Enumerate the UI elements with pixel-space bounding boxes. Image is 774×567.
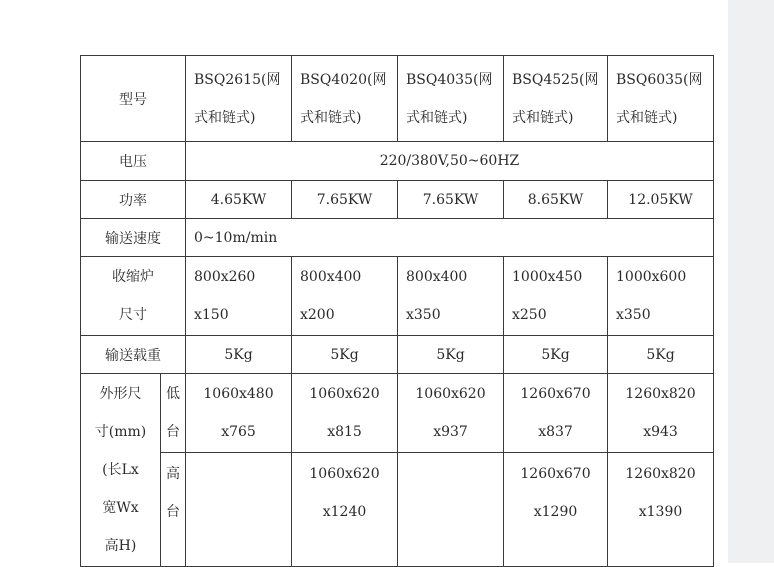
power-value: 7.65KW xyxy=(398,181,504,219)
high-dimension-value: 1060x620 x1240 xyxy=(292,453,398,567)
low-dimension-value: 1060x620 x937 xyxy=(398,374,504,453)
high-dimension-value: 1260x820 x1390 xyxy=(608,453,714,567)
model-cell: BSQ4035(网 式和链式) xyxy=(398,56,504,142)
voltage-label: 电压 xyxy=(81,142,186,181)
power-value: 8.65KW xyxy=(504,181,608,219)
furnace-value: 800x260 x150 xyxy=(186,257,292,336)
furnace-value: 800x400 x200 xyxy=(292,257,398,336)
dimensions-label: 外形尺 寸(mm) (长Lx 宽Wx 高H) xyxy=(81,374,161,567)
high-dimension-value xyxy=(398,453,504,567)
power-label: 功率 xyxy=(81,181,186,219)
furnace-value: 800x400 x350 xyxy=(398,257,504,336)
high-platform-label: 高 台 xyxy=(161,453,186,567)
furnace-value: 1000x600 x350 xyxy=(608,257,714,336)
low-dimension-value: 1260x670 x837 xyxy=(504,374,608,453)
load-value: 5Kg xyxy=(398,336,504,374)
load-row xyxy=(81,336,714,374)
power-value: 4.65KW xyxy=(186,181,292,219)
low-dimension-value: 1060x480 x765 xyxy=(186,374,292,453)
speed-value: 0~10m/min xyxy=(186,219,714,257)
high-dimension-value xyxy=(186,453,292,567)
model-cell: BSQ6035(网 式和链式) xyxy=(608,56,714,142)
voltage-value: 220/380V,50~60HZ xyxy=(186,142,714,181)
furnace-label: 收缩炉 尺寸 xyxy=(81,257,186,336)
model-cell: BSQ4020(网 式和链式) xyxy=(292,56,398,142)
model-cell: BSQ2615(网 式和链式) xyxy=(186,56,292,142)
load-value: 5Kg xyxy=(504,336,608,374)
header-row xyxy=(81,56,714,142)
low-platform-label: 低 台 xyxy=(161,374,186,453)
load-value: 5Kg xyxy=(292,336,398,374)
low-dimension-value: 1260x820 x943 xyxy=(608,374,714,453)
page-edge-shadow xyxy=(728,0,774,563)
model-cell: BSQ4525(网 式和链式) xyxy=(504,56,608,142)
low-dimension-value: 1060x620 x815 xyxy=(292,374,398,453)
furnace-row xyxy=(81,257,714,336)
dimensions-low-row xyxy=(81,374,714,453)
power-value: 7.65KW xyxy=(292,181,398,219)
furnace-value: 1000x450 x250 xyxy=(504,257,608,336)
power-value: 12.05KW xyxy=(608,181,714,219)
load-value: 5Kg xyxy=(186,336,292,374)
speed-label: 输送速度 xyxy=(81,219,186,257)
power-row xyxy=(81,181,714,219)
dimensions-high-row xyxy=(81,453,714,567)
speed-row xyxy=(81,219,714,257)
load-value: 5Kg xyxy=(608,336,714,374)
spec-table xyxy=(80,55,714,567)
load-label: 输送载重 xyxy=(81,336,186,374)
voltage-row xyxy=(81,142,714,181)
model-label: 型号 xyxy=(81,56,186,142)
high-dimension-value: 1260x670 x1290 xyxy=(504,453,608,567)
